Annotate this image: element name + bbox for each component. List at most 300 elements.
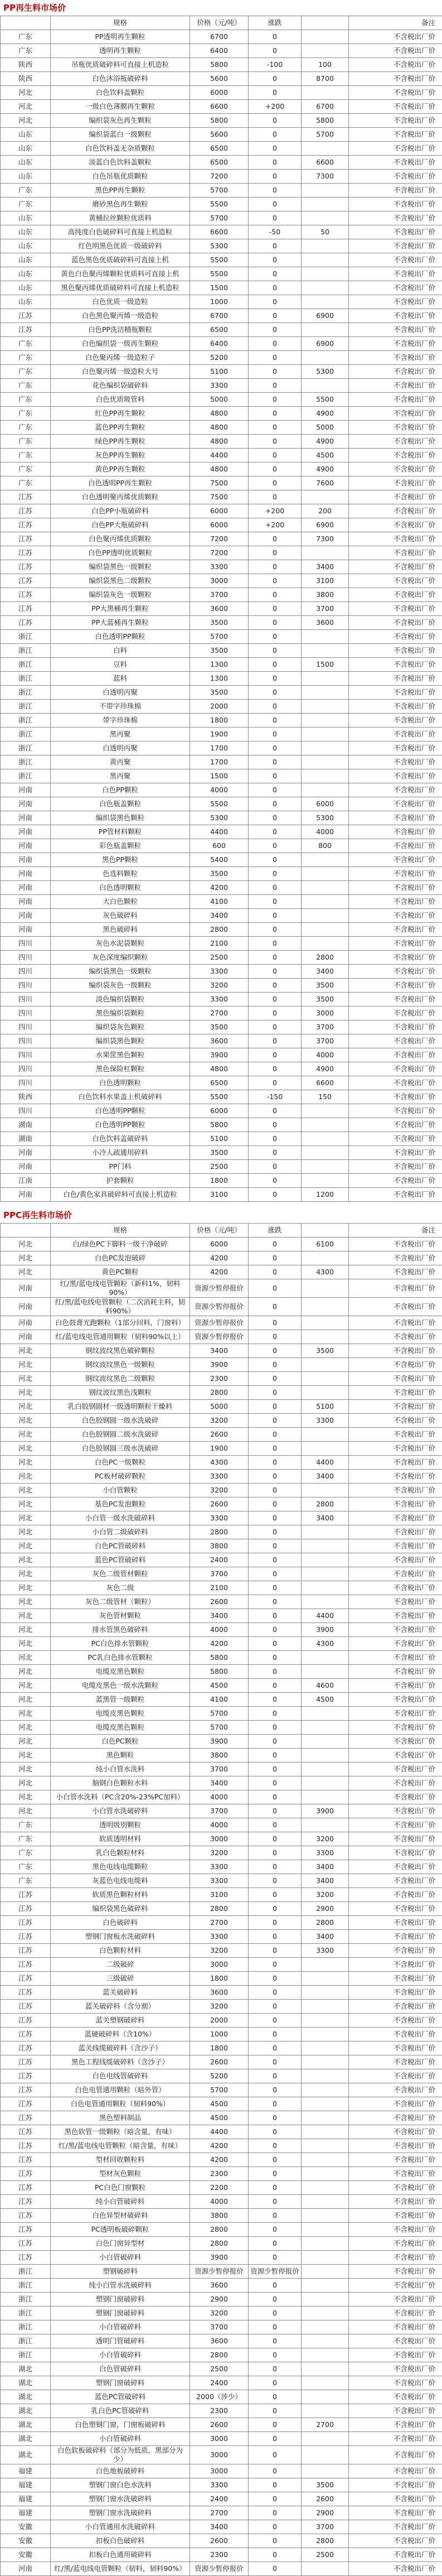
price-cell: 3800 <box>190 1539 249 1553</box>
extra-cell: 3500 <box>302 993 349 1007</box>
price-cell: 3100 <box>190 1888 249 1902</box>
note-cell: 不含税出厂价 <box>349 588 442 602</box>
table-row <box>1 1188 442 1202</box>
change-cell: 0 <box>249 1160 302 1174</box>
extra-cell: 4900 <box>302 463 349 476</box>
region-cell: 江南 <box>1 1174 51 1188</box>
spec-cell: 灰色管材颗粒 <box>51 1609 190 1623</box>
spec-cell: 编织袋蓝白一级颗粒 <box>51 128 190 142</box>
table-row <box>1 2125 442 2139</box>
table-row <box>1 2000 442 2014</box>
spec-cell: 灰色二级管材颗粒 <box>51 1567 190 1581</box>
change-cell: 0 <box>249 546 302 560</box>
price-cell: 1700 <box>190 741 249 755</box>
table-row <box>1 1498 442 1511</box>
table-header-row <box>1 16 442 30</box>
table-header-row <box>1 1224 442 1238</box>
extra-cell <box>302 1484 349 1498</box>
spec-cell: 小白管水洗料（PC含20%-23%PC加料） <box>51 1790 190 1804</box>
region-cell: 河北 <box>1 1581 51 1595</box>
extra-cell <box>302 1595 349 1609</box>
region-cell: 河北 <box>1 1749 51 1763</box>
region-cell: 浙江 <box>1 769 51 783</box>
change-cell: 0 <box>249 449 302 463</box>
note-cell: 不含税出厂价 <box>349 1034 442 1048</box>
note-cell: 不含税出厂价 <box>349 323 442 337</box>
region-cell: 安徽 <box>1 2520 51 2534</box>
change-cell: 0 <box>249 909 302 923</box>
note-cell: 不含税出厂价 <box>349 881 442 895</box>
table-row <box>1 1958 442 1972</box>
note-cell: 不含税出厂价 <box>349 546 442 560</box>
change-cell: 0 <box>249 1400 302 1414</box>
note-cell: 不含税出厂价 <box>349 1693 442 1707</box>
spec-cell: 绿色PP再生颗粒 <box>51 435 190 449</box>
table-row <box>1 1888 442 1902</box>
spec-cell: 灰色深度编织颗粒 <box>51 951 190 965</box>
spec-cell: 小白管水洗破碎料 <box>51 1804 190 1818</box>
note-cell: 不含税出厂价 <box>349 44 442 58</box>
extra-cell <box>302 2223 349 2237</box>
price-cell: 2400 <box>190 2376 249 2390</box>
table-row <box>1 1298 442 1316</box>
change-cell: 0 <box>249 2464 302 2478</box>
note-cell: 不含税出厂价 <box>349 1567 442 1581</box>
extra-cell <box>302 2265 349 2279</box>
change-cell: 0 <box>249 2520 302 2534</box>
spec-cell: 白色地板破碎料 <box>51 2464 190 2478</box>
change-cell: 0 <box>249 2418 302 2432</box>
region-cell: 江苏 <box>1 588 51 602</box>
region-cell: 福建 <box>1 2478 51 2492</box>
region-cell: 河南 <box>1 909 51 923</box>
table-row <box>1 100 442 114</box>
price-cell: 5500 <box>190 797 249 811</box>
change-cell: 资源少暂停报价 <box>249 2265 302 2279</box>
note-cell: 不含税出厂价 <box>349 532 442 546</box>
note-cell: 不含税出厂价 <box>349 2418 442 2432</box>
price-cell: 2700 <box>190 2506 249 2520</box>
spec-cell: 黑色聚丙烯优质破碎料可直接上机造粒 <box>51 281 190 295</box>
change-cell: 0 <box>249 616 302 630</box>
price-cell: 4400 <box>190 2125 249 2139</box>
region-cell: 山东 <box>1 253 51 267</box>
note-cell: 不含税出厂价 <box>349 2195 442 2209</box>
spec-cell: 小白管一级水洗破碎料 <box>51 1511 190 1525</box>
price-cell: 2800 <box>190 1386 249 1400</box>
region-cell: 江苏 <box>1 2251 51 2265</box>
spec-cell: 白色PP洗洁精瓶颗粒 <box>51 323 190 337</box>
note-cell: 不含税出厂价 <box>349 2237 442 2251</box>
extra-cell: 2900 <box>302 2506 349 2520</box>
region-cell: 浙江 <box>1 714 51 728</box>
spec-cell: 编织袋灰色再生颗粒 <box>51 114 190 128</box>
change-cell: 0 <box>249 979 302 993</box>
extra-cell: 8700 <box>302 72 349 86</box>
price-cell: 3200 <box>190 1484 249 1498</box>
table-row <box>1 1020 442 1034</box>
note-cell: 不含税出厂价 <box>349 1888 442 1902</box>
extra-cell <box>302 379 349 393</box>
table-row <box>1 2432 442 2446</box>
table-row <box>1 1251 442 1265</box>
note-cell: 不含税出厂价 <box>349 1330 442 1344</box>
region-cell: 河北 <box>1 1609 51 1623</box>
note-cell: 不含税出厂价 <box>349 2069 442 2083</box>
note-cell: 不含税出厂价 <box>349 1358 442 1372</box>
price-cell: 3300 <box>190 1860 249 1874</box>
change-cell: 0 <box>249 2446 302 2464</box>
header-price: 价格（元/吨） <box>190 16 249 30</box>
region-cell: 广东 <box>1 44 51 58</box>
region-cell: 陕西 <box>1 58 51 72</box>
table-row <box>1 1539 442 1553</box>
header-change: 涨跌 <box>249 1224 302 1238</box>
change-cell: 0 <box>249 1104 302 1118</box>
spec-cell: 钢纹波纹黑色浅颗粒 <box>51 1386 190 1400</box>
spec-cell: 白色黑色聚丙烯一级造粒 <box>51 309 190 323</box>
spec-cell: 白色吊瓶优质颗粒 <box>51 170 190 184</box>
change-cell: 0 <box>249 2307 302 2320</box>
table-row <box>1 1637 442 1651</box>
extra-cell <box>302 1358 349 1372</box>
table-row <box>1 1804 442 1818</box>
region-cell: 江苏 <box>1 2014 51 2028</box>
spec-cell: 磨砂黑色再生颗粒 <box>51 198 190 211</box>
extra-cell <box>302 1972 349 1986</box>
note-cell: 不含税出厂价 <box>349 435 442 449</box>
region-cell: 广东 <box>1 435 51 449</box>
region-cell: 江苏 <box>1 2097 51 2111</box>
price-cell: 资源少暂停报价 <box>190 1298 249 1316</box>
change-cell: 0 <box>249 1414 302 1428</box>
region-cell: 广东 <box>1 463 51 476</box>
table-row <box>1 44 442 58</box>
table-row <box>1 1567 442 1581</box>
region-cell: 四川 <box>1 1034 51 1048</box>
region-cell: 广东 <box>1 337 51 351</box>
table-row <box>1 2237 442 2251</box>
region-cell: 河北 <box>1 1595 51 1609</box>
spec-cell: 大白色颗粒 <box>51 895 190 909</box>
change-cell: 0 <box>249 1428 302 1442</box>
region-cell: 山东 <box>1 142 51 156</box>
table-row <box>1 811 442 825</box>
region-cell: 浙江 <box>1 2334 51 2348</box>
region-cell: 安徽 <box>1 2534 51 2548</box>
price-cell: 2600 <box>190 2418 249 2432</box>
table-row <box>1 2520 442 2534</box>
change-cell: 0 <box>249 2014 302 2028</box>
extra-cell <box>302 2041 349 2055</box>
region-cell: 江苏 <box>1 2069 51 2083</box>
price-cell: 4200 <box>190 2153 249 2167</box>
table-row <box>1 2404 442 2418</box>
table-row <box>1 1679 442 1693</box>
extra-cell <box>302 2446 349 2464</box>
region-cell: 广东 <box>1 449 51 463</box>
note-cell: 不含税出厂价 <box>349 2520 442 2534</box>
note-cell: 不含税出厂价 <box>349 700 442 714</box>
region-cell: 广东 <box>1 407 51 421</box>
change-cell: 0 <box>249 1470 302 1484</box>
price-cell: 2900 <box>190 2293 249 2307</box>
note-cell: 不含税出厂价 <box>349 2125 442 2139</box>
price-cell: 3900 <box>190 1735 249 1749</box>
note-cell: 不含税出厂价 <box>349 156 442 170</box>
table-row <box>1 1062 442 1076</box>
region-cell: 江苏 <box>1 2181 51 2195</box>
change-cell: 0 <box>249 1679 302 1693</box>
region-cell: 浙江 <box>1 644 51 658</box>
price-cell: 2800 <box>190 1902 249 1916</box>
price-cell: 2300 <box>190 1372 249 1386</box>
note-cell: 不含税出厂价 <box>349 728 442 741</box>
price-cell: 1900 <box>190 1442 249 1456</box>
price-cell: 1700 <box>190 755 249 769</box>
note-cell: 不含税出厂价 <box>349 1344 442 1358</box>
note-cell: 不含税出厂价 <box>349 783 442 797</box>
extra-cell: 3200 <box>302 1888 349 1902</box>
note-cell: 不含税出厂价 <box>349 1484 442 1498</box>
extra-cell <box>302 2000 349 2014</box>
change-cell: 0 <box>249 1442 302 1456</box>
region-cell: 河南 <box>1 783 51 797</box>
change-cell: 0 <box>249 1174 302 1188</box>
price-cell: 3700 <box>190 1804 249 1818</box>
change-cell: 0 <box>249 253 302 267</box>
region-cell: 河北 <box>1 100 51 114</box>
table-row <box>1 1442 442 1456</box>
table-row <box>1 616 442 630</box>
header-note: 备注 <box>349 1224 442 1238</box>
price-cell: 5700 <box>190 630 249 644</box>
region-cell: 河南 <box>1 853 51 867</box>
spec-cell: 编织袋黑色颗粒 <box>51 1034 190 1048</box>
region-cell: 四川 <box>1 1076 51 1090</box>
extra-cell: 50 <box>302 225 349 239</box>
extra-cell: 6700 <box>302 100 349 114</box>
note-cell: 不含税出厂价 <box>349 909 442 923</box>
change-cell: 0 <box>249 1609 302 1623</box>
price-cell: 3700 <box>190 1763 249 1776</box>
extra-cell <box>302 2167 349 2181</box>
price-cell: 2000 <box>190 2014 249 2028</box>
spec-cell: 编织袋黑色一级颗粒 <box>51 560 190 574</box>
change-cell: 0 <box>249 728 302 741</box>
spec-cell: 白色优质吸管料 <box>51 393 190 407</box>
spec-cell: 小白管颗粒 <box>51 1484 190 1498</box>
change-cell: 0 <box>249 2083 302 2097</box>
spec-cell: 白色编织袋一级再生颗粒 <box>51 337 190 351</box>
note-cell: 不含税出厂价 <box>349 1298 442 1316</box>
price-cell: 3400 <box>190 909 249 923</box>
table-row <box>1 2446 442 2464</box>
table-row <box>1 2209 442 2223</box>
note-cell: 不含税出厂价 <box>349 170 442 184</box>
change-cell: 0 <box>249 2223 302 2237</box>
region-cell: 河北 <box>1 1651 51 1665</box>
table-row <box>1 881 442 895</box>
spec-cell: 脑钢白色颗粒水料 <box>51 1776 190 1790</box>
note-cell: 不含税出厂价 <box>349 1174 442 1188</box>
table-row <box>1 769 442 783</box>
price-cell: 5800 <box>190 58 249 72</box>
region-cell: 河北 <box>1 1637 51 1651</box>
change-cell: 0 <box>249 1484 302 1498</box>
spec-cell: 白色瓶盖颗粒 <box>51 797 190 811</box>
spec-cell: 塑钢门窗破碎料 <box>51 2293 190 2307</box>
note-cell: 不含税出厂价 <box>349 560 442 574</box>
price-cell: 3300 <box>190 379 249 393</box>
change-cell: 0 <box>249 881 302 895</box>
table-row <box>1 2055 442 2069</box>
price-cell: 1800 <box>190 714 249 728</box>
price-cell: 6500 <box>190 323 249 337</box>
spec-cell: 白色PP大瓶破碎料 <box>51 518 190 532</box>
region-cell: 四川 <box>1 1062 51 1076</box>
region-cell: 浙江 <box>1 728 51 741</box>
table-row <box>1 421 442 435</box>
change-cell: 0 <box>249 198 302 211</box>
change-cell: 0 <box>249 839 302 853</box>
note-cell: 不含税出厂价 <box>349 2464 442 2478</box>
price-cell: 5700 <box>190 1721 249 1735</box>
region-cell: 安徽 <box>1 2548 51 2562</box>
table-row <box>1 2307 442 2320</box>
spec-cell: 黄色PP再生颗粒 <box>51 463 190 476</box>
table-row <box>1 2139 442 2153</box>
price-cell: 3200 <box>190 1414 249 1428</box>
price-cell: 2500 <box>190 2362 249 2376</box>
price-cell: 5200 <box>190 2069 249 2083</box>
region-cell: 福建 <box>1 2464 51 2478</box>
note-cell: 不含税出厂价 <box>349 267 442 281</box>
region-cell: 江苏 <box>1 2139 51 2153</box>
note-cell: 不含税出厂价 <box>349 421 442 435</box>
price-cell: 4000 <box>190 1623 249 1637</box>
change-cell: 0 <box>249 2362 302 2376</box>
note-cell: 不含税出厂价 <box>349 923 442 937</box>
table-row <box>1 2167 442 2181</box>
extra-cell: 4900 <box>302 1062 349 1076</box>
spec-cell: 三级破碎 <box>51 1972 190 1986</box>
table-row <box>1 2265 442 2279</box>
table-row <box>1 1238 442 1251</box>
price-cell: 1300 <box>190 658 249 672</box>
price-cell: 2400 <box>190 2492 249 2506</box>
extra-cell <box>302 923 349 937</box>
note-cell: 不含税出厂价 <box>349 1428 442 1442</box>
price-cell: 2500 <box>190 951 249 965</box>
change-cell: 0 <box>249 30 302 44</box>
table-row <box>1 1623 442 1637</box>
price-cell: 5300 <box>190 811 249 825</box>
change-cell: 0 <box>249 1874 302 1888</box>
table-row <box>1 1428 442 1442</box>
extra-cell: 5100 <box>302 1400 349 1414</box>
note-cell: 不含税出厂价 <box>349 630 442 644</box>
table-row <box>1 476 442 490</box>
table-row <box>1 2376 442 2390</box>
extra-cell: 4600 <box>302 1679 349 1693</box>
spec-cell: 白色电管通用颗粒（暗外管） <box>51 2083 190 2097</box>
region-cell: 河南 <box>1 811 51 825</box>
table-row <box>1 2251 442 2265</box>
region-cell: 河南 <box>1 825 51 839</box>
price-cell: 1800 <box>190 1174 249 1188</box>
extra-cell <box>302 672 349 686</box>
change-cell: +200 <box>249 518 302 532</box>
change-cell: 0 <box>249 2562 302 2576</box>
region-cell: 河南 <box>1 1279 51 1298</box>
note-cell: 不含税出厂价 <box>349 2492 442 2506</box>
table-row <box>1 2111 442 2125</box>
change-cell: 0 <box>249 351 302 365</box>
spec-cell: 黄丙聚 <box>51 755 190 769</box>
table-row <box>1 128 442 142</box>
note-cell: 不含税出厂价 <box>349 142 442 156</box>
note-cell: 不含税出厂价 <box>349 2000 442 2014</box>
extra-cell: 3400 <box>302 560 349 574</box>
spec-cell: 小冷人疏通用碎料 <box>51 1146 190 1160</box>
change-cell: 0 <box>249 741 302 755</box>
note-cell: 不含税出厂价 <box>349 476 442 490</box>
note-cell: 不含税出厂价 <box>349 86 442 100</box>
header-blank <box>302 1224 349 1238</box>
price-cell: 6000 <box>190 1238 249 1251</box>
change-cell: 0 <box>249 295 302 309</box>
spec-cell: 电缆皮黑色颗粒 <box>51 1721 190 1735</box>
spec-cell: 蓝料 <box>51 672 190 686</box>
spec-cell: PP大蓝桶再生颗粒 <box>51 616 190 630</box>
table-row <box>1 1944 442 1958</box>
extra-cell: 7300 <box>302 170 349 184</box>
note-cell: 不含税出厂价 <box>349 2028 442 2041</box>
spec-cell: 白色/黄色家具破碎料可直接上机造粒 <box>51 1188 190 1202</box>
table-row <box>1 1132 442 1146</box>
price-cell: 6500 <box>190 142 249 156</box>
region-cell: 福建 <box>1 2506 51 2520</box>
change-cell: 0 <box>249 2390 302 2404</box>
change-cell: 0 <box>249 965 302 979</box>
extra-cell <box>302 2097 349 2111</box>
change-cell: 0 <box>249 1735 302 1749</box>
change-cell: 0 <box>249 2279 302 2293</box>
region-cell: 江苏 <box>1 504 51 518</box>
price-cell: 7500 <box>190 490 249 504</box>
change-cell: 0 <box>249 1902 302 1916</box>
note-cell: 不含税出厂价 <box>349 1400 442 1414</box>
change-cell: 0 <box>249 1637 302 1651</box>
extra-cell <box>302 490 349 504</box>
table-row <box>1 658 442 672</box>
spec-cell: 排水管黑色破碎料 <box>51 1623 190 1637</box>
change-cell: 0 <box>249 421 302 435</box>
region-cell: 四川 <box>1 1104 51 1118</box>
note-cell: 不含税出厂价 <box>349 1721 442 1735</box>
region-cell: 河北 <box>1 1386 51 1400</box>
note-cell: 不含税出厂价 <box>349 2265 442 2279</box>
spec-cell: 白色透明PP颗粒 <box>51 1118 190 1132</box>
table-row <box>1 198 442 211</box>
price-cell: 5600 <box>190 128 249 142</box>
price-cell: 3000 <box>190 2446 249 2464</box>
region-cell: 广东 <box>1 1874 51 1888</box>
region-cell: 福建 <box>1 2492 51 2506</box>
region-cell: 河北 <box>1 1623 51 1637</box>
note-cell: 不含税出厂价 <box>349 1525 442 1539</box>
